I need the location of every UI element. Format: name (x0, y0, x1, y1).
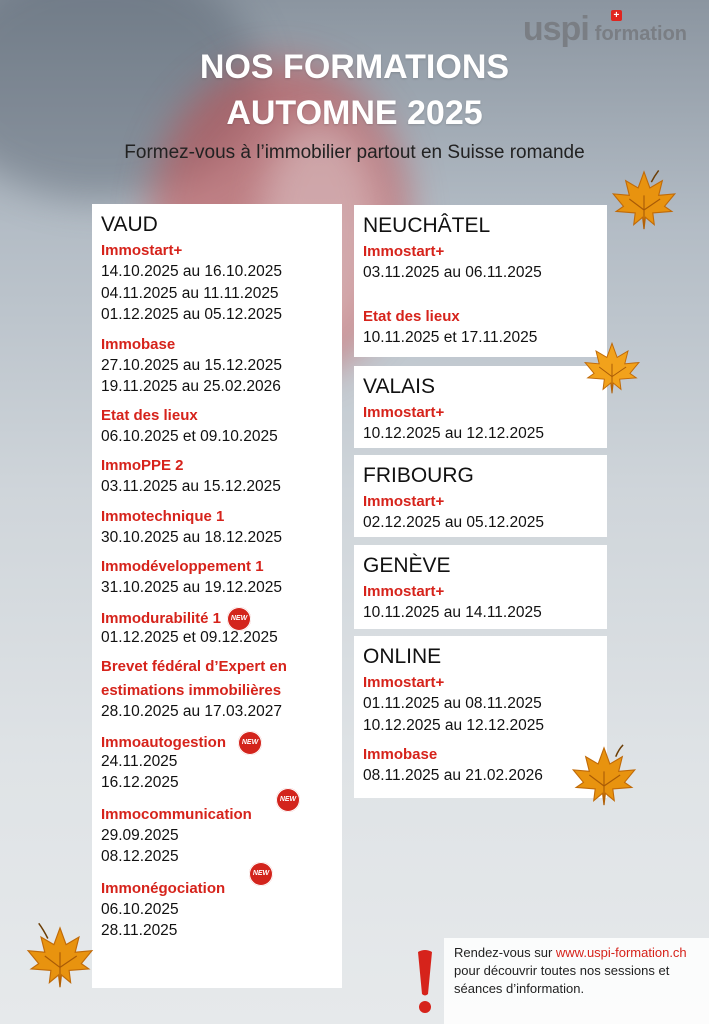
card-valais (354, 366, 607, 448)
new-badge: NEW (227, 607, 251, 631)
region-title: NEUCHÂTEL (363, 214, 491, 237)
course-date: 29.09.2025 (101, 826, 179, 844)
course-date: 10.11.2025 au 14.11.2025 (363, 604, 542, 621)
new-badge: NEW (276, 788, 300, 812)
course-name-line: estimations immobilières (101, 682, 282, 699)
card-vaud (92, 204, 342, 988)
course-name[interactable]: Immostart+ (363, 243, 445, 260)
region-title: ONLINE (363, 645, 442, 668)
course-date: 04.11.2025 au 11.11.2025 (101, 284, 279, 302)
uspi-logo[interactable] (522, 9, 687, 48)
card-geneve (354, 545, 607, 629)
course-date: 24.11.2025 (101, 752, 178, 770)
course-date: 08.11.2025 au 21.02.2026 (363, 767, 543, 784)
new-badge: NEW (238, 731, 262, 755)
title-line-1: NOS FORMATIONS (199, 48, 510, 86)
course-name[interactable]: Immobase (363, 746, 438, 763)
course-name[interactable]: Immobase (101, 335, 176, 353)
page-subtitle: Formez-vous à l’immobilier partout en Suisse romande (124, 142, 585, 163)
course-name[interactable]: Immostart+ (363, 674, 445, 691)
course-row[interactable] (101, 795, 333, 825)
course-name: Immoautogestion (101, 733, 227, 751)
course-date: 14.10.2025 au 16.10.2025 (101, 263, 283, 280)
course-date: 28.10.2025 au 17.03.2027 (101, 703, 283, 720)
course-name: Immocommunication (101, 805, 252, 823)
course-name[interactable]: Immodéveloppement 1 (101, 558, 264, 575)
course-date: 03.11.2025 au 15.12.2025 (101, 478, 281, 495)
course-date: 01.12.2025 et 09.12.2025 (101, 628, 278, 646)
page-title (0, 44, 709, 136)
region-title: GENÈVE (363, 554, 451, 577)
maple-leaf-icon (580, 336, 644, 398)
course-date: 19.11.2025 au 25.02.2026 (101, 378, 281, 395)
course-date: 01.12.2025 au 05.12.2025 (101, 306, 283, 323)
course-date: 06.10.2025 et 09.10.2025 (101, 427, 278, 445)
course-name[interactable]: Immostart+ (363, 493, 445, 510)
course-name[interactable] (101, 656, 333, 701)
info-suffix: pour découvrir toutes nos sessions et séances d’information. (454, 963, 670, 996)
info-box (444, 938, 709, 1024)
course-date: 10.11.2025 et 17.11.2025 (363, 328, 538, 346)
course-name[interactable]: Etat des lieux (101, 406, 198, 424)
info-prefix: Rendez-vous sur (454, 945, 556, 960)
logo-suffix: formation (594, 23, 687, 45)
course-date: 31.10.2025 au 19.12.2025 (101, 579, 283, 596)
course-date: 28.11.2025 (101, 922, 178, 939)
region-title: VALAIS (363, 375, 435, 398)
course-name[interactable]: Immotechnique 1 (101, 507, 225, 525)
course-date: 06.10.2025 (101, 900, 179, 918)
course-name[interactable]: Immostart+ (101, 242, 183, 259)
region-title: VAUD (101, 213, 158, 236)
course-row[interactable] (101, 869, 333, 899)
course-name-line: Brevet fédéral d’Expert en (101, 658, 287, 675)
course-date: 03.11.2025 au 06.11.2025 (363, 264, 542, 281)
course-date: 30.10.2025 au 18.12.2025 (101, 528, 283, 546)
course-name[interactable]: Etat des lieux (363, 307, 460, 325)
new-badge: NEW (249, 862, 273, 886)
maple-leaf-icon (606, 166, 682, 232)
course-date: 08.12.2025 (101, 848, 179, 865)
exclamation-icon (412, 948, 438, 1016)
maple-leaf-icon (22, 920, 98, 992)
course-date: 10.12.2025 au 12.12.2025 (363, 716, 545, 734)
region-title: FRIBOURG (363, 464, 474, 487)
maple-leaf-icon (566, 742, 642, 808)
title-line-2: AUTOMNE 2025 (226, 94, 483, 132)
swiss-flag-icon: + (611, 10, 622, 21)
card-neuchatel (354, 205, 607, 357)
course-name[interactable]: ImmoPPE 2 (101, 457, 184, 474)
website-link[interactable]: www.uspi-formation.ch (555, 945, 687, 960)
course-date: 27.10.2025 au 15.12.2025 (101, 356, 283, 374)
card-fribourg (354, 455, 607, 537)
course-date: 01.11.2025 au 08.11.2025 (363, 695, 542, 712)
course-name[interactable]: Immostart+ (363, 583, 445, 600)
course-date: 02.12.2025 au 05.12.2025 (363, 514, 545, 531)
logo-wordmark: uspi (522, 10, 589, 48)
course-date: 10.12.2025 au 12.12.2025 (363, 425, 545, 442)
course-name: Immodurabilité 1 (101, 609, 222, 627)
course-date: 16.12.2025 (101, 774, 179, 791)
course-name[interactable]: Immostart+ (363, 404, 445, 421)
course-name: Immonégociation (101, 879, 226, 897)
